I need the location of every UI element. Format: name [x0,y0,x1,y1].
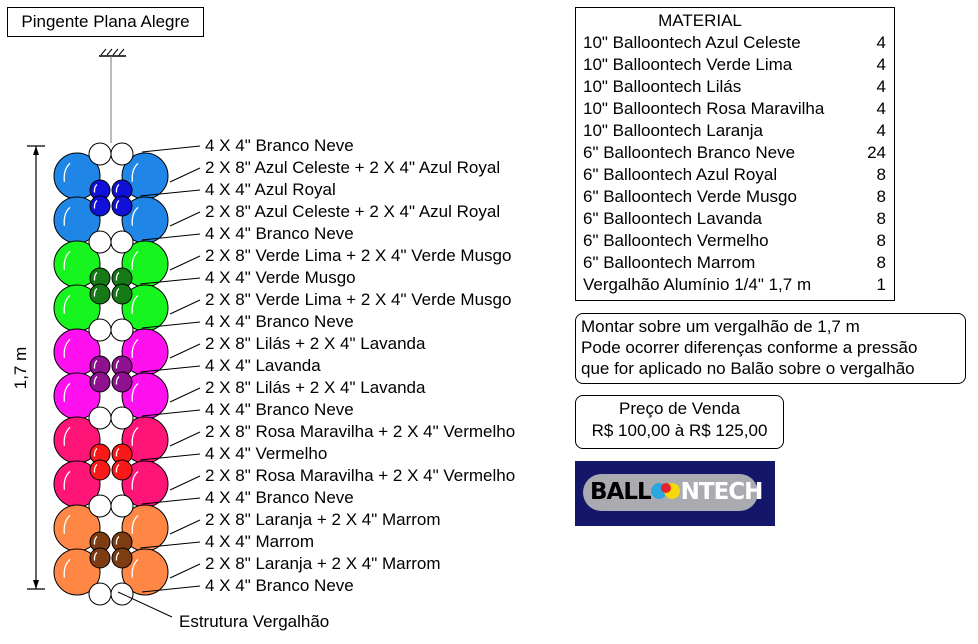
layer-label: 4 X 4" Branco Neve [205,576,354,595]
layer-leader-line [170,476,200,490]
material-title: MATERIAL [658,11,742,30]
note-line: Pode ocorrer diferenças conforme a pressão [581,338,918,357]
layer-label: 2 X 8" Laranja + 2 X 4" Marrom [205,554,441,573]
balloon-6in [90,196,110,216]
layer-label: 2 X 8" Lilás + 2 X 4" Lavanda [205,334,426,353]
material-name: 10" Balloontech Laranja [583,121,763,140]
layer-label: 4 X 4" Branco Neve [205,400,354,419]
logo-text-start: BALL [590,479,651,505]
material-row [576,274,894,296]
material-qty: 8 [876,231,886,250]
balloon-6in [112,196,132,216]
layer-leader-line [170,432,200,446]
material-qty: 8 [876,253,886,272]
material-row [576,164,894,186]
material-name: 10" Balloontech Azul Celeste [583,33,801,52]
layer-leader-line [170,520,200,534]
layer-label: 2 X 8" Lilás + 2 X 4" Lavanda [205,378,426,397]
ceiling-anchor-icon [99,49,126,143]
balloon-6in [112,372,132,392]
material-list [575,7,895,301]
layer-label: 4 X 4" Branco Neve [205,488,354,507]
material-row [576,230,894,252]
note-line: que for aplicado no Balão sobre o vergalhão [581,359,915,378]
layer-label: 4 X 4" Lavanda [205,356,321,375]
price-title: Preço de Venda [619,399,740,418]
balloon-6in [111,319,133,341]
layer-label: 2 X 8" Azul Celeste + 2 X 4" Azul Royal [205,202,501,221]
layer-label: 4 X 4" Branco Neve [205,224,354,243]
note-line: Montar sobre um vergalhão de 1,7 m [581,317,860,336]
logo-balloon-icon [651,480,681,502]
balloon-6in [111,143,133,165]
material-qty: 8 [876,165,886,184]
layer-leader-line [170,564,200,578]
balloontech-logo [575,461,775,526]
material-name: 10" Balloontech Verde Lima [583,55,793,74]
material-row [576,32,894,54]
layer-label: 2 X 8" Rosa Maravilha + 2 X 4" Vermelho [205,466,516,485]
material-row [576,54,894,76]
height-label: 1,7 m [11,346,30,390]
balloon-6in [89,319,111,341]
material-row [576,186,894,208]
balloon-6in [90,372,110,392]
layer-label: 2 X 8" Rosa Maravilha + 2 X 4" Vermelho [205,422,516,441]
material-qty: 8 [876,187,886,206]
balloon-6in [112,548,132,568]
material-name: 6" Balloontech Vermelho [583,231,769,250]
layer-label: 2 X 8" Laranja + 2 X 4" Marrom [205,510,441,529]
price-box [575,395,784,449]
balloon-6in [111,231,133,253]
layer-label: 4 X 4" Branco Neve [205,136,354,155]
material-name: 10" Balloontech Lilás [583,77,742,96]
balloon-6in [112,460,132,480]
layer-leader-line [170,256,200,270]
material-name: 6" Balloontech Lavanda [583,209,763,228]
layer-leader-line [170,388,200,402]
material-qty: 4 [876,33,886,52]
material-qty: 24 [867,143,886,162]
balloon-6in [112,284,132,304]
layer-label: 4 X 4" Azul Royal [205,180,336,199]
layer-label: 4 X 4" Vermelho [205,444,328,463]
balloon-6in [89,495,111,517]
balloon-6in [111,407,133,429]
assembly-note [575,313,966,384]
layer-leader-line [170,212,200,226]
material-qty: 1 [876,275,886,294]
material-name: 10" Balloontech Rosa Maravilha [583,99,825,118]
material-row [576,120,894,142]
balloon-6in [89,231,111,253]
balloon-6in [89,583,111,605]
layer-label: 2 X 8" Verde Lima + 2 X 4" Verde Musgo [205,290,512,309]
structure-label: Estrutura Vergalhão [179,612,330,631]
material-row [576,142,894,164]
layer-label: 2 X 8" Verde Lima + 2 X 4" Verde Musgo [205,246,512,265]
layer-label: 4 X 4" Branco Neve [205,312,354,331]
balloon-6in [90,460,110,480]
material-row [576,208,894,230]
balloon-6in [89,407,111,429]
layer-label: 4 X 4" Marrom [205,532,315,551]
layer-leader-line [170,300,200,314]
balloon-6in [90,548,110,568]
material-name: 6" Balloontech Branco Neve [583,143,796,162]
balloon-6in [89,143,111,165]
material-name: 6" Balloontech Marrom [583,253,756,272]
layer-label: 2 X 8" Azul Celeste + 2 X 4" Azul Royal [205,158,501,177]
material-row [576,98,894,120]
layer-leader-line [170,344,200,358]
balloon-6in [90,284,110,304]
material-qty: 4 [876,55,886,74]
logo-wordmark [590,479,762,505]
material-name: Vergalhão Alumínio 1/4" 1,7 m [583,275,812,294]
balloon-6in [111,495,133,517]
material-qty: 4 [876,77,886,96]
material-qty: 4 [876,99,886,118]
price-value: R$ 100,00 à R$ 125,00 [591,421,768,440]
diagram-title: Pingente Plana Alegre [7,7,204,37]
layer-label: 4 X 4" Verde Musgo [205,268,356,287]
layer-leader-line [142,146,200,152]
material-row [576,76,894,98]
material-row [576,252,894,274]
material-qty: 4 [876,121,886,140]
material-name: 6" Balloontech Verde Musgo [583,187,797,206]
material-name: 6" Balloontech Azul Royal [583,165,778,184]
layer-leader-line [170,168,200,182]
material-qty: 8 [876,209,886,228]
logo-text-end: NTECH [680,479,763,505]
